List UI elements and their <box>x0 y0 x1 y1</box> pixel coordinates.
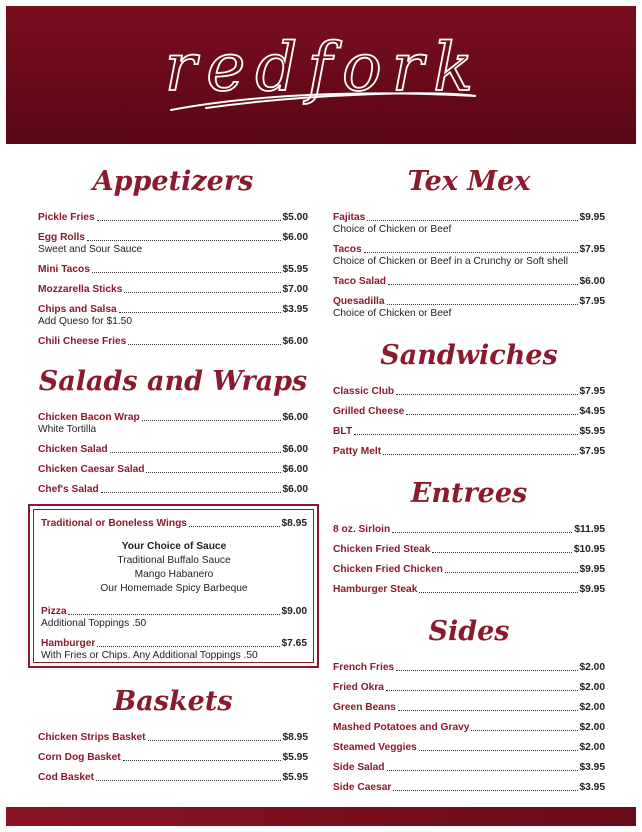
item-name: Cod Basket <box>38 772 95 783</box>
menu-item <box>38 484 308 496</box>
item-price: $2.00 <box>579 662 605 673</box>
leader-dots <box>68 614 279 615</box>
leader-dots <box>383 454 577 455</box>
item-name: Mini Tacos <box>38 264 90 275</box>
item-price: $5.95 <box>282 772 308 783</box>
item-name: Quesadilla <box>333 296 385 307</box>
item-name: Chili Cheese Fries <box>38 336 127 347</box>
section-title-sandwiches: Sandwiches <box>380 340 558 371</box>
menu-item <box>38 212 308 224</box>
item-price: $8.95 <box>282 732 308 743</box>
sauce-option: Traditional Buffalo Sauce <box>117 555 231 566</box>
item-price: $2.00 <box>579 682 605 693</box>
leader-dots <box>123 760 281 761</box>
sauce-title: Your Choice of Sauce <box>121 541 227 552</box>
leader-dots <box>432 552 571 553</box>
leader-dots <box>445 572 578 573</box>
item-name: Chicken Strips Basket <box>38 732 146 743</box>
leader-dots <box>406 414 577 415</box>
item-name: French Fries <box>333 662 395 673</box>
left-column <box>38 160 308 496</box>
item-price: $6.00 <box>282 444 308 455</box>
section-title-appetizers: Appetizers <box>92 166 254 197</box>
menu-item <box>38 284 308 296</box>
item-description: Choice of Chicken or Beef in a Crunchy or Soft shell <box>333 256 568 267</box>
item-description: Additional Toppings .50 <box>41 618 147 629</box>
menu-item <box>41 638 307 662</box>
item-name: Classic Club <box>333 386 395 397</box>
item-price: $10.95 <box>573 544 605 555</box>
item-name: BLT <box>333 426 353 437</box>
menu-item <box>333 544 605 556</box>
item-price: $6.00 <box>579 276 605 287</box>
item-name: Traditional or Boneless Wings <box>41 518 187 529</box>
leader-dots <box>87 240 281 241</box>
item-name: Chicken Fried Chicken <box>333 564 443 575</box>
item-name: Chicken Bacon Wrap <box>38 412 140 423</box>
item-name: Taco Salad <box>333 276 387 287</box>
menu-header <box>6 6 636 144</box>
menu-item <box>38 232 308 256</box>
leader-dots <box>398 710 578 711</box>
leader-dots <box>386 690 578 691</box>
item-name: Hamburger Steak <box>333 584 418 595</box>
leader-dots <box>387 770 578 771</box>
item-price: $2.00 <box>579 742 605 753</box>
item-name: Mashed Potatoes and Gravy <box>333 722 470 733</box>
menu-item <box>333 446 605 458</box>
item-name: 8 oz. Sirloin <box>333 524 391 535</box>
leader-dots <box>471 730 577 731</box>
sauce-option: Our Homemade Spicy Barbeque <box>100 583 248 594</box>
specials-box <box>28 504 319 668</box>
leader-dots <box>92 272 281 273</box>
menu-item <box>333 276 605 288</box>
menu-item <box>333 722 605 734</box>
menu-item <box>333 584 605 596</box>
item-price: $5.95 <box>282 752 308 763</box>
leader-dots <box>148 740 281 741</box>
item-price: $7.95 <box>579 446 605 457</box>
item-price: $6.00 <box>282 464 308 475</box>
item-name: Corn Dog Basket <box>38 752 121 763</box>
menu-item <box>38 464 308 476</box>
leader-dots <box>110 452 281 453</box>
menu-item <box>333 244 605 268</box>
item-price: $6.00 <box>282 232 308 243</box>
item-name: Tacos <box>333 244 362 255</box>
item-price: $6.00 <box>282 484 308 495</box>
item-price: $9.95 <box>579 584 605 595</box>
menu-item <box>333 564 605 576</box>
menu-item <box>333 296 605 320</box>
menu-item <box>38 304 308 328</box>
item-name: Side Caesar <box>333 782 392 793</box>
leader-dots <box>124 292 280 293</box>
item-name: Chicken Fried Steak <box>333 544 431 555</box>
logo-wordmark: redfork <box>164 29 484 106</box>
leader-dots <box>97 220 281 221</box>
leader-dots <box>364 252 578 253</box>
item-description: White Tortilla <box>38 424 97 435</box>
item-description: Add Queso for $1.50 <box>38 316 133 327</box>
menu-item <box>333 682 605 694</box>
leader-dots <box>128 344 280 345</box>
item-price: $3.95 <box>579 782 605 793</box>
leader-dots <box>96 780 280 781</box>
leader-dots <box>392 532 572 533</box>
baskets-section <box>38 680 308 784</box>
menu-item <box>333 742 605 754</box>
menu-item <box>333 782 605 794</box>
salads-list <box>38 412 308 496</box>
item-price: $9.00 <box>281 606 307 617</box>
item-price: $4.95 <box>579 406 605 417</box>
section-title-baskets: Baskets <box>113 686 233 717</box>
leader-dots <box>146 472 280 473</box>
menu-item <box>333 702 605 714</box>
leader-dots <box>419 592 577 593</box>
item-name: Green Beans <box>333 702 396 713</box>
menu-item <box>38 772 308 784</box>
item-name: Fried Okra <box>333 682 384 693</box>
item-description: With Fries or Chips. Any Additional Toppings .50 <box>41 650 258 661</box>
section-title-entrees: Entrees <box>410 478 528 509</box>
item-name: Pickle Fries <box>38 212 95 223</box>
leader-dots <box>354 434 577 435</box>
item-price: $11.95 <box>574 524 605 535</box>
item-name: Steamed Veggies <box>333 742 417 753</box>
leader-dots <box>367 220 577 221</box>
item-price: $9.95 <box>579 212 605 223</box>
sandwiches-list <box>333 386 605 458</box>
item-name: Chips and Salsa <box>38 304 117 315</box>
sauce-options <box>41 540 307 596</box>
item-name: Chicken Caesar Salad <box>38 464 145 475</box>
right-column <box>333 160 605 794</box>
leader-dots <box>396 394 577 395</box>
leader-dots <box>119 312 281 313</box>
item-price: $6.00 <box>282 336 308 347</box>
item-name: Chicken Salad <box>38 444 108 455</box>
item-name: Hamburger <box>41 638 96 649</box>
item-name: Egg Rolls <box>38 232 85 243</box>
item-price: $5.95 <box>282 264 308 275</box>
item-description: Sweet and Sour Sauce <box>38 244 143 255</box>
item-description: Choice of Chicken or Beef <box>333 224 452 235</box>
leader-dots <box>387 304 578 305</box>
section-title-salads: Salads and Wraps <box>38 366 308 397</box>
menu-item <box>41 518 307 530</box>
item-name: Side Salad <box>333 762 385 773</box>
item-price: $9.95 <box>579 564 605 575</box>
menu-item <box>333 386 605 398</box>
item-price: $5.00 <box>282 212 308 223</box>
item-name: Mozzarella Sticks <box>38 284 123 295</box>
leader-dots <box>142 420 281 421</box>
menu-item <box>333 426 605 438</box>
item-name: Chef's Salad <box>38 484 99 495</box>
menu-item <box>38 752 308 764</box>
leader-dots <box>101 492 281 493</box>
menu-item <box>333 762 605 774</box>
item-price: $7.95 <box>579 244 605 255</box>
leader-dots <box>388 284 577 285</box>
menu-item <box>333 662 605 674</box>
specials-box-inner <box>33 509 314 663</box>
leader-dots <box>396 670 577 671</box>
item-price: $2.00 <box>579 722 605 733</box>
baskets-list <box>38 732 308 784</box>
menu-item <box>333 212 605 236</box>
appetizers-list <box>38 212 308 348</box>
menu-item <box>333 524 605 536</box>
item-price: $7.95 <box>579 386 605 397</box>
item-name: Fajitas <box>333 212 366 223</box>
leader-dots <box>393 790 577 791</box>
menu-item <box>38 444 308 456</box>
item-name: Grilled Cheese <box>333 406 405 417</box>
texmex-list <box>333 212 605 320</box>
item-price: $7.65 <box>281 638 307 649</box>
item-price: $8.95 <box>281 518 307 529</box>
section-title-sides: Sides <box>428 616 510 647</box>
entrees-list <box>333 524 605 596</box>
item-price: $7.00 <box>282 284 308 295</box>
menu-item <box>38 264 308 276</box>
redfork-logo <box>6 6 636 144</box>
item-price: $3.95 <box>579 762 605 773</box>
item-price: $3.95 <box>282 304 308 315</box>
sides-list <box>333 662 605 794</box>
item-price: $5.95 <box>579 426 605 437</box>
menu-item <box>38 336 308 348</box>
item-price: $7.95 <box>579 296 605 307</box>
menu-item <box>38 412 308 436</box>
leader-dots <box>419 750 578 751</box>
section-title-texmex: Tex Mex <box>407 166 531 197</box>
sauce-option: Mango Habanero <box>134 569 214 580</box>
leader-dots <box>97 646 279 647</box>
menu-item <box>41 606 307 630</box>
menu-item <box>38 732 308 744</box>
item-price: $6.00 <box>282 412 308 423</box>
menu-item <box>333 406 605 418</box>
item-price: $2.00 <box>579 702 605 713</box>
item-description: Choice of Chicken or Beef <box>333 308 452 319</box>
leader-dots <box>189 526 280 527</box>
menu-footer-bar <box>6 807 636 826</box>
item-name: Patty Melt <box>333 446 382 457</box>
item-name: Pizza <box>41 606 67 617</box>
